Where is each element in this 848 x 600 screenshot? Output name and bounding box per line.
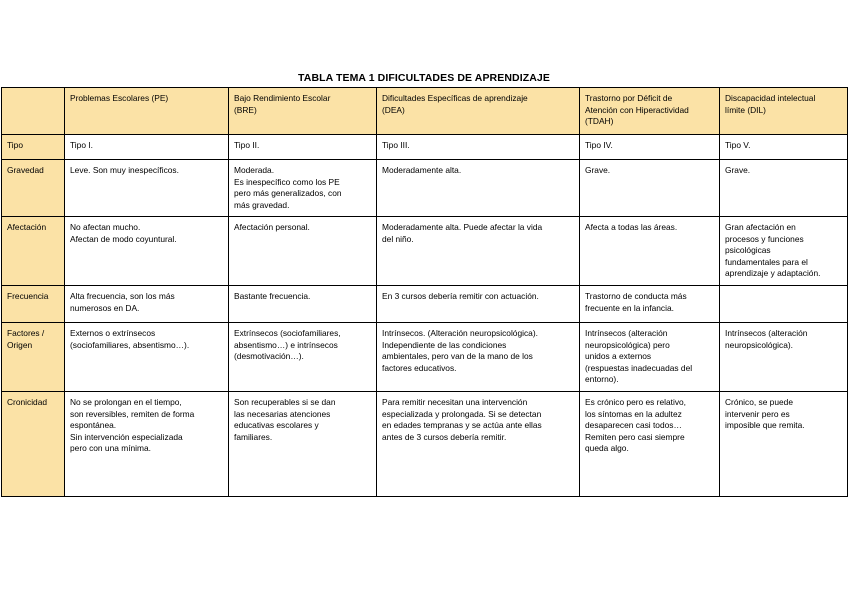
table-title: TABLA TEMA 1 DIFICULTADES DE APRENDIZAJE (298, 72, 550, 84)
row-label-cronicidad: Cronicidad (2, 392, 65, 497)
table-row (2, 286, 848, 323)
table-cell: Afecta a todas las áreas. (580, 217, 720, 286)
table-cell: Alta frecuencia, son los más numerosos en DA. (65, 286, 229, 323)
table-cell: En 3 cursos debería remitir con actuación. (377, 286, 580, 323)
table-row (2, 135, 848, 160)
table-row (2, 217, 848, 286)
table-cell: Leve. Son muy inespecíficos. (65, 160, 229, 217)
row-label-tipo: Tipo (2, 135, 65, 160)
header-dea: Dificultades Específicas de aprendizaje (DEA) (377, 88, 580, 135)
row-label-factores-origen: Factores / Origen (2, 323, 65, 392)
header-corner-cell (2, 88, 65, 135)
table-cell: Bastante frecuencia. (229, 286, 377, 323)
header-pe: Problemas Escolares (PE) (65, 88, 229, 135)
table-cell: No afectan mucho. Afectan de modo coyuntural. (65, 217, 229, 286)
table-cell: Externos o extrínsecos (sociofamiliares, absentismo…). (65, 323, 229, 392)
table-row (2, 160, 848, 217)
header-tdah: Trastorno por Déficit de Atención con Hiperactividad (TDAH) (580, 88, 720, 135)
table-cell: Tipo II. (229, 135, 377, 160)
table-cell: Intrínsecos (alteración neuropsicológica) pero unidos a externos (respuestas inadecuadas del entorno). (580, 323, 720, 392)
table-cell: Intrínsecos. (Alteración neuropsicológica). Independiente de las condiciones ambientales, pero van de la mano de los factores educativos. (377, 323, 580, 392)
table-cell: Intrínsecos (alteración neuropsicológica). (720, 323, 848, 392)
header-bre: Bajo Rendimiento Escolar (BRE) (229, 88, 377, 135)
table-cell: Trastorno de conducta más frecuente en la infancia. (580, 286, 720, 323)
header-row (2, 88, 848, 135)
table-cell: No se prolongan en el tiempo, son reversibles, remiten de forma espontánea. Sin intervención especializada pero con una mínima. (65, 392, 229, 497)
header-dil: Discapacidad intelectual límite (DIL) (720, 88, 848, 135)
table-cell (720, 286, 848, 323)
table-cell: Para remitir necesitan una intervención especializada y prolongada. Si se detectan en edades tempranas y se actúa ante ellas antes de 3 cursos debería remitir. (377, 392, 580, 497)
table-cell: Moderada. Es inespecífico como los PE pero más generalizados, con más gravedad. (229, 160, 377, 217)
table-cell: Es crónico pero es relativo, los síntomas en la adultez desaparecen casi todos… Remiten pero casi siempre queda algo. (580, 392, 720, 497)
table-cell: Grave. (580, 160, 720, 217)
table-cell: Tipo III. (377, 135, 580, 160)
table-cell: Extrínsecos (sociofamiliares, absentismo…) e intrínsecos (desmotivación…). (229, 323, 377, 392)
table-cell: Tipo V. (720, 135, 848, 160)
table-cell: Son recuperables si se dan las necesarias atenciones educativas escolares y familiares. (229, 392, 377, 497)
table-cell: Tipo IV. (580, 135, 720, 160)
table-cell: Grave. (720, 160, 848, 217)
table-cell: Gran afectación en procesos y funciones psicológicas fundamentales para el aprendizaje y adaptación. (720, 217, 848, 286)
table-cell: Moderadamente alta. (377, 160, 580, 217)
row-label-frecuencia: Frecuencia (2, 286, 65, 323)
table-row (2, 392, 848, 497)
table-cell: Afectación personal. (229, 217, 377, 286)
table-cell: Moderadamente alta. Puede afectar la vida del niño. (377, 217, 580, 286)
row-label-afectacion: Afectación (2, 217, 65, 286)
row-label-gravedad: Gravedad (2, 160, 65, 217)
table-cell: Tipo I. (65, 135, 229, 160)
difficulties-table (1, 87, 848, 497)
table-cell: Crónico, se puede intervenir pero es imposible que remita. (720, 392, 848, 497)
table-row (2, 323, 848, 392)
